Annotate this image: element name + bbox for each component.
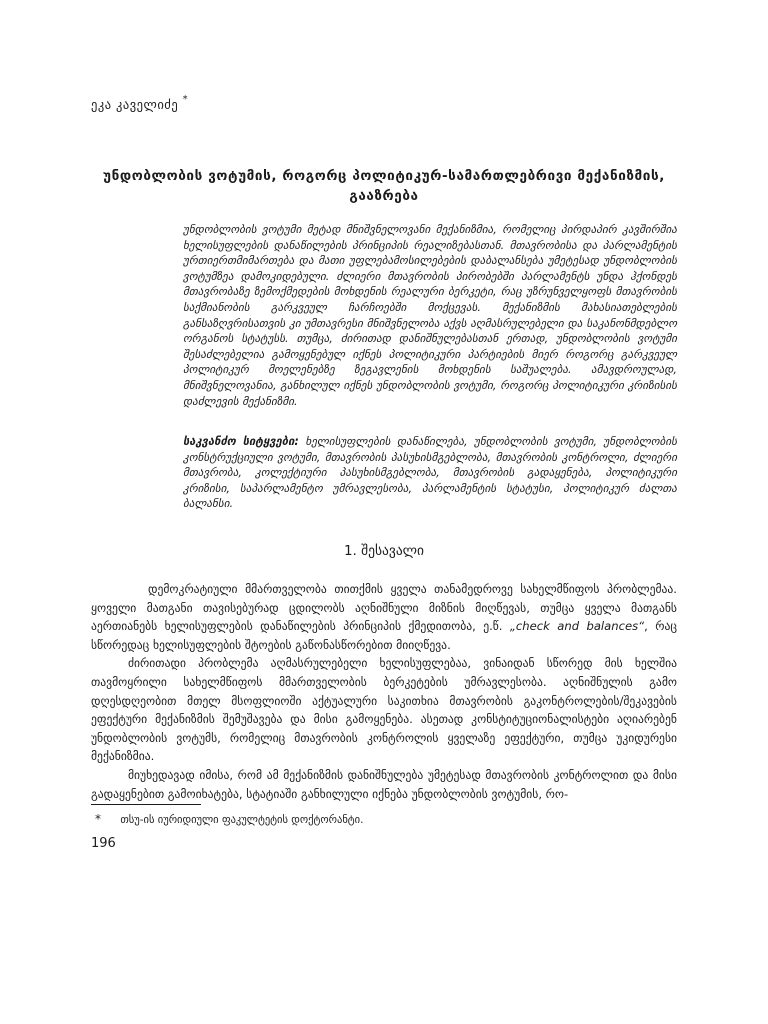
body-paragraph-text: დემოკრატიული მმართველობა თითქმის ყველა თანამედროვე სახელმწიფოს პრობლემაა. ყოველი მათგანი თავისებურად ცდილობს აღნიშნული მიზნის მიღწევას, თუმცა ყველა მათგანს აერთიანებს ხელისუფლების დანაწილების პრინციპის ქმედითობა, ე.წ. [91, 582, 677, 634]
page-number: 196 [91, 836, 116, 851]
footnote-mark: * [95, 812, 101, 826]
keywords-text: ხელისუფლების დანაწილება, უნდობლობის ვოტუმი, უნდობლობის კონსტრუქციული ვოტუმი, მთავრობის პასუხისმგებლობა, მთავრობის კონტროლი, ძლიერი მთავრობა, კოლექტიური პასუხისმგებლობა, მთავრობის გადაყენება, პოლიტიკური კრიზისი, საპარლამენტო უმრავლესობა, პარლამენტის სტატუსი, პოლიტიკურ ძალთა ბალანსი. [183, 435, 677, 511]
keywords-label: საკვანძო სიტყვები: [183, 435, 299, 448]
footnote-text: თსუ-ის იურიდიული ფაკულტეტის დოქტორანტი. [120, 814, 364, 826]
body-paragraph: ძირითადი პრობლემა აღმასრულებელი ხელისუფლებაა, ვინაიდან სწორედ მის ხელშია თავმოყრილი სახელმწიფოს მმართველობის ბერკეტების უმრავლესობა. აღნიშნულის გამო დღესდღეობით მთელ მსოფლიოში აქტუალური საკითხია მთავრობის გაკონტროლების/შეკავების ეფექტური მექანიზმის შემუშავება და მისი გამოყენება. ასეთად კონსტიტუციონალისტები აღიარებენ უნდობლობის ვოტუმს, რომელიც მთავრობის კონტროლის ყველაზე ეფექტური, თუმცა უკიდურესი მექანიზმია. [91, 656, 677, 764]
keywords [183, 434, 677, 512]
footnote-divider [91, 804, 201, 805]
body-paragraph-emphasis: „check and balances“ [509, 619, 645, 634]
footnote [95, 812, 363, 826]
article-title: უნდობლობის ვოტუმის, როგორც პოლიტიკურ-სამართლებრივი მექანიზმის, გააზრება [103, 168, 665, 204]
abstract: უნდობლობის ვოტუმი მეტად მნიშვნელოვანი მექანიზმია, რომელიც პირდაპირ კავშირშია ხელისუფლების დანაწილების პრინციპის რეალიზებასთან. მთავრობისა და პარლამენტის ურთიერთმიმართება და მათი უფლებამოსილებების დაბალანსება უმეტესად უნდობლობის ვოტუმზეა დამოკიდებული. ძლიერი მთავრობის პირობებში პარლამენტს უნდა ჰქონდეს მთავრობაზე ზემოქმედების მოხდენის რეალური ბერკეტი, რაც უზრუნველყოფს მთავრობის საქმიანობის გარკვეულ ჩარჩოებში მოქცევას. მექანიზმის მახასიათებლების განსაზღვრისათვის კი უმთავრესი მნიშვნელობა აქვს აღმასრულებელი და საკანონმდებლო ორგანოს სტატუსს. თუმცა, ძირითად დანიშნულებასთან ერთად, უნდობლობის ვოტუმი შესაძლებელია გამოყენებულ იქნეს პოლიტიკური პარტიების მიერ როგორც გარკვეულ პოლიტიკურ მოელენებზე ზეგავლენის მოხდენის საშუალება. ამავდროულად, მნიშვნელოვანია, განხილულ იქნეს უნდობლობის ვოტუმი, როგორც პოლიტიკური კრიზისის დაძლევის მექანიზმი. [183, 223, 677, 408]
body-text [91, 580, 677, 803]
author-name [91, 96, 188, 112]
author-name-text: ეკა კაველიძე [91, 97, 179, 113]
section-heading: 1. შესავალი [343, 543, 425, 559]
footnote-reference-mark: * [182, 94, 189, 105]
body-paragraph: მიუხედავად იმისა, რომ ამ მექანიზმის დანიშნულება უმეტესად მთავრობის კონტროლით და მისი გადაყენებით გამოიხატება, სტატიაში განხილული იქნება უნდობლობის ვოტუმის, რო- [91, 767, 677, 801]
body-paragraph-text: , რაც სწორედაც ხელისუფლების შტოების გაწონასწორებით მიიღწევა. [91, 619, 678, 652]
body-paragraph [91, 580, 677, 654]
